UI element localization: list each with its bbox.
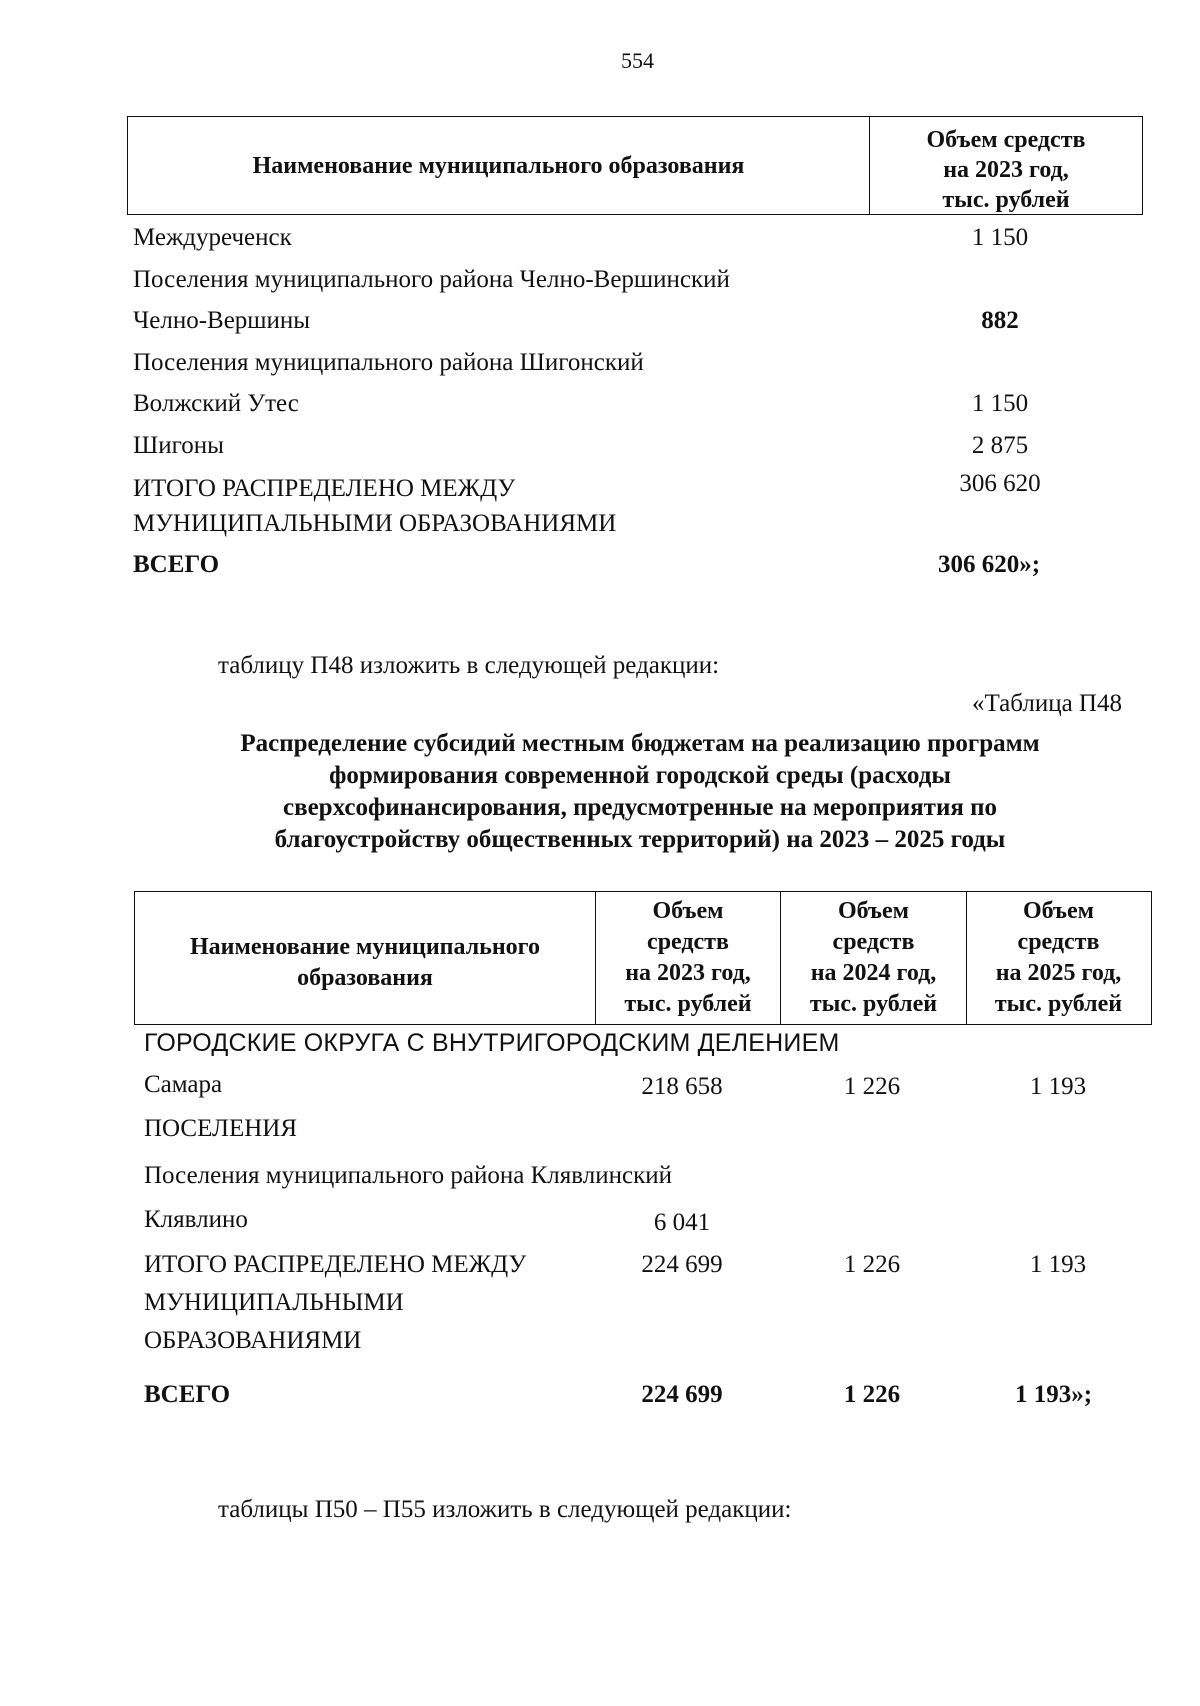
table-title-line: формирования современной городской среды (расходы (329, 762, 951, 789)
page-number: 554 (621, 48, 654, 73)
table2-row-2023: 6 041 (653, 1209, 711, 1236)
table2-total-2024: 1 226 (843, 1251, 901, 1278)
table2-header-line: тыс. рублей (809, 991, 938, 1017)
table2-header-name-line: образования (297, 965, 433, 991)
table1-row-value: 2 875 (971, 432, 1029, 459)
table2-header-2023 (596, 896, 780, 1020)
table2-row-2025: 1 193 (1029, 1073, 1087, 1100)
table1-row-name: Шигоны (133, 432, 224, 459)
table-title-line: Распределение субсидий местным бюджетам на реализацию программ (240, 730, 1040, 757)
instruction-text-2: таблицы П50 – П55 изложить в следующей редакции: (218, 1496, 792, 1523)
table1-header-volume-line: Объем средств (926, 127, 1086, 153)
table2-header-line: средств (647, 929, 729, 955)
table2-header-line: средств (1017, 929, 1100, 955)
table1-row-name: Поселения муниципального района Челно-Вершинский (133, 266, 730, 293)
table1-row-name: Волжский Утес (133, 390, 299, 417)
table1-header-name: Наименование муниципального образования (252, 153, 745, 179)
table2-total-distributed-line: МУНИЦИПАЛЬНЫМИ (144, 1289, 404, 1316)
table2-row-2023: 218 658 (641, 1073, 723, 1100)
table2-header-name-line: Наименование муниципального (190, 934, 540, 960)
instruction-text: таблицу П48 изложить в следующей редакции: (218, 652, 720, 679)
table2-header-2024 (781, 896, 966, 1020)
table2-row-2024: 1 226 (843, 1073, 901, 1100)
table1-row-name: Поселения муниципального района Шигонский (133, 349, 644, 376)
table2-header-line: тыс. рублей (994, 991, 1123, 1017)
table2-header-line: на 2024 год, (810, 960, 937, 986)
table-number: «Таблица П48 (972, 690, 1122, 717)
table2-header-line: тыс. рублей (624, 991, 752, 1017)
table2-header-line: на 2023 год, (625, 960, 751, 986)
table2-header (134, 891, 1152, 1025)
table1-row-value: 1 150 (971, 390, 1029, 417)
table2-section-urban: ГОРОДСКИЕ ОКРУГА С ВНУТРИГОРОДСКИМ ДЕЛЕНИЕМ (144, 1029, 840, 1057)
table1-row-name: Междуреченск (133, 224, 292, 251)
table2-grand-total-2023: 224 699 (641, 1381, 723, 1408)
table2-header-line: Объем (837, 898, 910, 924)
table2-total-distributed-line: ИТОГО РАСПРЕДЕЛЕНО МЕЖДУ (144, 1251, 527, 1278)
table1-row-value: 1 150 (971, 224, 1029, 251)
table-title-line: благоустройству общественных территорий) на 2023 – 2025 годы (274, 826, 1006, 853)
table2-header-line: Объем (1022, 898, 1095, 924)
table2-grand-total-2025: 1 193»; (1015, 1381, 1093, 1408)
table1-header-volume-line: на 2023 год, (943, 157, 1069, 183)
table1-header-volume-line: тыс. рублей (942, 187, 1070, 213)
table2-header-line: на 2025 год, (995, 960, 1122, 986)
table2-row-name: Клявлино (144, 1206, 248, 1233)
table1-header (127, 116, 1143, 215)
table1-header-volume (870, 125, 1142, 215)
table2-header-name (135, 932, 595, 994)
table2-header-2025 (967, 896, 1150, 1020)
table2-header-line: средств (832, 929, 915, 955)
table1-row-value: 882 (981, 307, 1019, 334)
table2-total-distributed-line: ОБРАЗОВАНИЯМИ (144, 1327, 362, 1354)
table2-row-name: Самара (144, 1071, 223, 1098)
table1-total-distributed-value: 306 620 (959, 470, 1041, 497)
table2-header-line: Объем (652, 898, 724, 924)
table2-section-settlements: ПОСЕЛЕНИЯ (144, 1115, 298, 1142)
table2-grand-total-2024: 1 226 (843, 1381, 901, 1408)
table2-total-2025: 1 193 (1029, 1251, 1087, 1278)
table2-subsection: Поселения муниципального района Клявлинский (144, 1162, 672, 1189)
table2-grand-total-label: ВСЕГО (144, 1381, 231, 1408)
table1-total-distributed-line: ИТОГО РАСПРЕДЕЛЕНО МЕЖДУ (133, 475, 516, 502)
table1-grand-total-label: ВСЕГО (133, 551, 220, 578)
table1-row-name: Челно-Вершины (133, 307, 311, 334)
table1-total-distributed-line: МУНИЦИПАЛЬНЫМИ ОБРАЗОВАНИЯМИ (133, 510, 617, 537)
table1-grand-total-value: 306 620»; (938, 551, 1041, 578)
table2-total-2023: 224 699 (641, 1251, 723, 1278)
table-title-line: сверхсофинансирования, предусмотренные на мероприятия по (282, 794, 998, 821)
table-title (130, 728, 1150, 856)
